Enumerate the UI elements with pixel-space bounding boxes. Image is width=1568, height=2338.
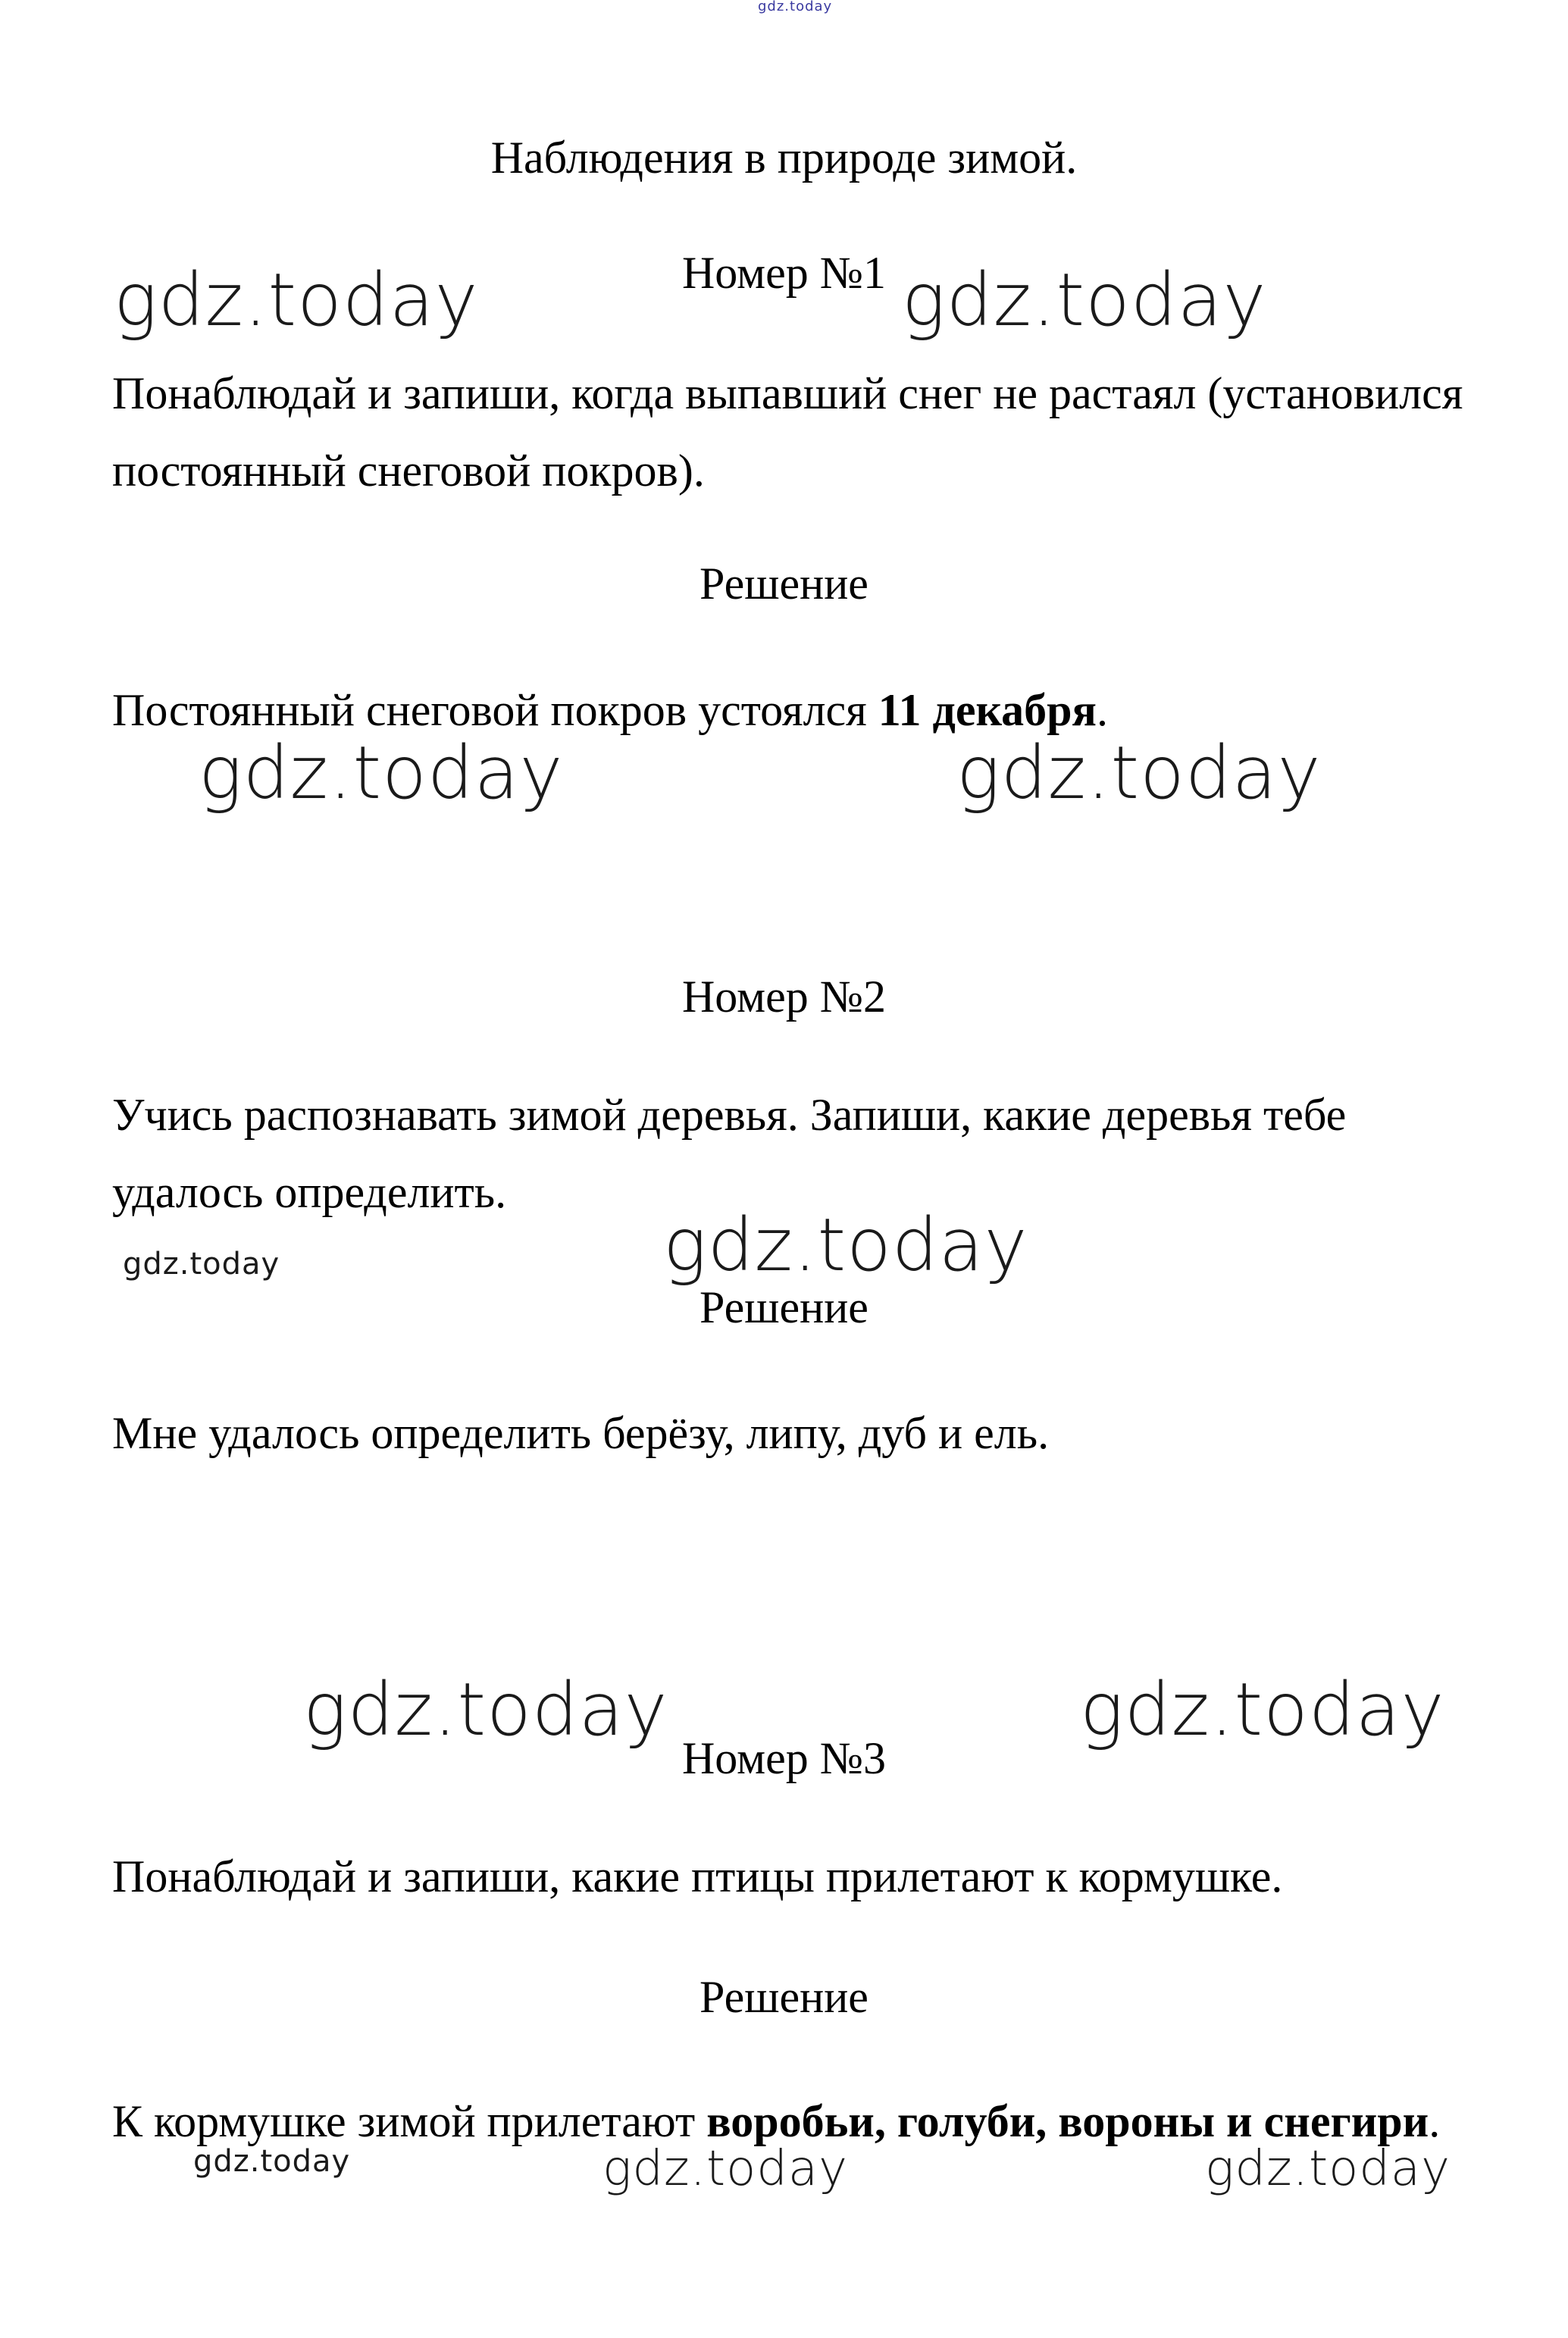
watermark: gdz.today — [1205, 2141, 1451, 2197]
watermark: gdz.today — [303, 1667, 668, 1752]
task-1-number: Номер №1 — [681, 248, 887, 298]
task-1-answer-text: Постоянный снеговой покров устоялся — [112, 685, 878, 735]
task-3-number: Номер №3 — [681, 1733, 887, 1783]
task-2-number: Номер №2 — [681, 972, 887, 1022]
watermark: gdz.today — [114, 258, 479, 343]
task-3-answer-end: . — [1429, 2096, 1441, 2146]
task-3-solution-label: Решение — [699, 1972, 869, 2022]
task-2-solution-label: Решение — [699, 1282, 869, 1332]
task-1-answer-end: . — [1096, 685, 1108, 735]
watermark: gdz.today — [956, 731, 1322, 815]
task-2-question: Учись распознавать зимой деревья. Запиши, какие деревья тебе удалось определить. — [112, 1090, 1347, 1217]
watermark: gdz.today — [602, 2141, 848, 2197]
watermark: gdz.today — [902, 258, 1267, 343]
task-1-answer-bold: 11 декабря — [878, 685, 1097, 735]
task-3-answer-bold: воробьи, голуби, вороны и снегири — [706, 2096, 1429, 2146]
task-2-answer: Мне удалось определить берёзу, липу, дуб и ель. — [112, 1408, 1050, 1458]
task-1-solution-label: Решение — [699, 559, 869, 609]
watermark: gdz.today — [663, 1203, 1028, 1288]
watermark: gdz.today — [1080, 1667, 1445, 1752]
task-3-question: Понаблюдай и запиши, какие птицы прилетают к кормушке. — [112, 1851, 1283, 1901]
watermark: gdz.today — [123, 1247, 280, 1282]
watermark: gdz.today — [193, 2144, 351, 2179]
task-1-question: Понаблюдай и запиши, когда выпавший снег не растаял (установился постоянный снеговой покров). — [112, 368, 1463, 496]
header-watermark: gdz.today — [758, 0, 833, 14]
page-title: Наблюдения в природе зимой. — [490, 133, 1078, 183]
task-3-answer-text: К кормушке зимой прилетают — [112, 2096, 707, 2146]
watermark: gdz.today — [199, 731, 564, 815]
